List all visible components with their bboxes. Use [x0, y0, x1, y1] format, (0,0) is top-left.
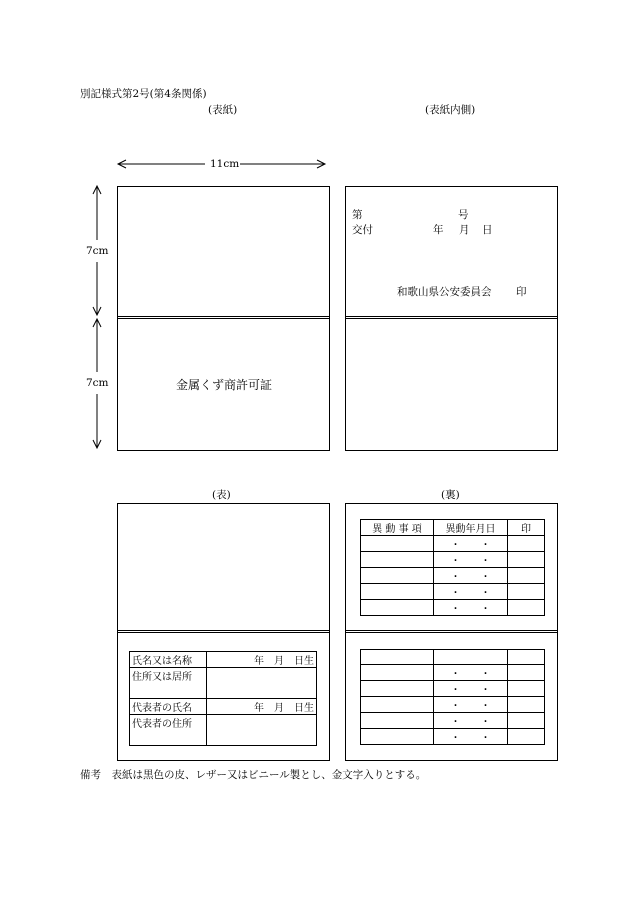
- cover-fold: [117, 316, 330, 319]
- back-fold: [345, 630, 558, 633]
- front-fold: [117, 630, 330, 633]
- table-row: [361, 665, 545, 681]
- changes-table-top: [360, 519, 545, 616]
- note-text: 備考 表紙は黒色の皮、レザー又はビニール製とし、金文字入りとする。: [80, 769, 427, 781]
- height-dimension-top: 7cm: [86, 245, 109, 257]
- height-dimension-bottom: 7cm: [86, 377, 109, 389]
- back-label: (裏): [441, 489, 460, 501]
- date-dots: ・ ・: [434, 600, 508, 616]
- table-row: [361, 600, 545, 616]
- birth-date: 年 月 日生: [207, 652, 317, 668]
- issuer-name: 和歌山県公安委員会: [397, 286, 492, 298]
- header-change-item: 異 動 事 項: [361, 520, 434, 536]
- date-dots: ・ ・: [434, 697, 508, 713]
- cover-inside-fold: [345, 316, 558, 319]
- rep-address-label: 代表者の住所: [130, 715, 207, 746]
- table-row: [361, 568, 545, 584]
- header-change-date: 異動年月日: [434, 520, 508, 536]
- cover-inside-label: (表紙内側): [425, 104, 476, 116]
- number-prefix: 第: [352, 209, 363, 221]
- table-row: [361, 552, 545, 568]
- table-row: [361, 681, 545, 697]
- name-label: 氏名又は名称: [130, 652, 207, 668]
- table-row: [361, 536, 545, 552]
- issue-month: 月: [459, 224, 470, 236]
- rep-name-label: 代表者の氏名: [130, 699, 207, 715]
- table-row: [361, 697, 545, 713]
- date-dots: ・ ・: [434, 729, 508, 745]
- date-dots: ・ ・: [434, 713, 508, 729]
- table-row: [361, 650, 545, 665]
- cover-label: (表紙): [208, 104, 238, 116]
- front-label: (表): [212, 489, 231, 501]
- issue-year: 年: [433, 224, 444, 236]
- cover-title: 金属くず商許可証: [176, 378, 273, 392]
- date-dots: ・ ・: [434, 568, 508, 584]
- form-title: 別記様式第2号(第4条関係): [80, 88, 207, 100]
- date-dots: ・ ・: [434, 536, 508, 552]
- address-label: 住所又は居所: [130, 668, 207, 699]
- holder-info-table: [129, 651, 317, 746]
- header-seal: 印: [508, 520, 545, 536]
- table-row: [361, 584, 545, 600]
- date-dots: ・ ・: [434, 584, 508, 600]
- number-suffix: 号: [458, 209, 469, 221]
- table-row: [361, 729, 545, 745]
- address-value: [207, 668, 317, 699]
- rep-address-value: [207, 715, 317, 746]
- rep-birth-date: 年 月 日生: [207, 699, 317, 715]
- date-dots: ・ ・: [434, 681, 508, 697]
- date-dots: ・ ・: [434, 552, 508, 568]
- changes-table-bottom: [360, 649, 545, 745]
- table-row: [361, 713, 545, 729]
- width-dimension: 11cm: [210, 158, 240, 170]
- date-dots: ・ ・: [434, 665, 508, 681]
- issue-label: 交付: [352, 224, 373, 236]
- issuer-seal: 印: [516, 286, 527, 298]
- issue-day: 日: [482, 224, 493, 236]
